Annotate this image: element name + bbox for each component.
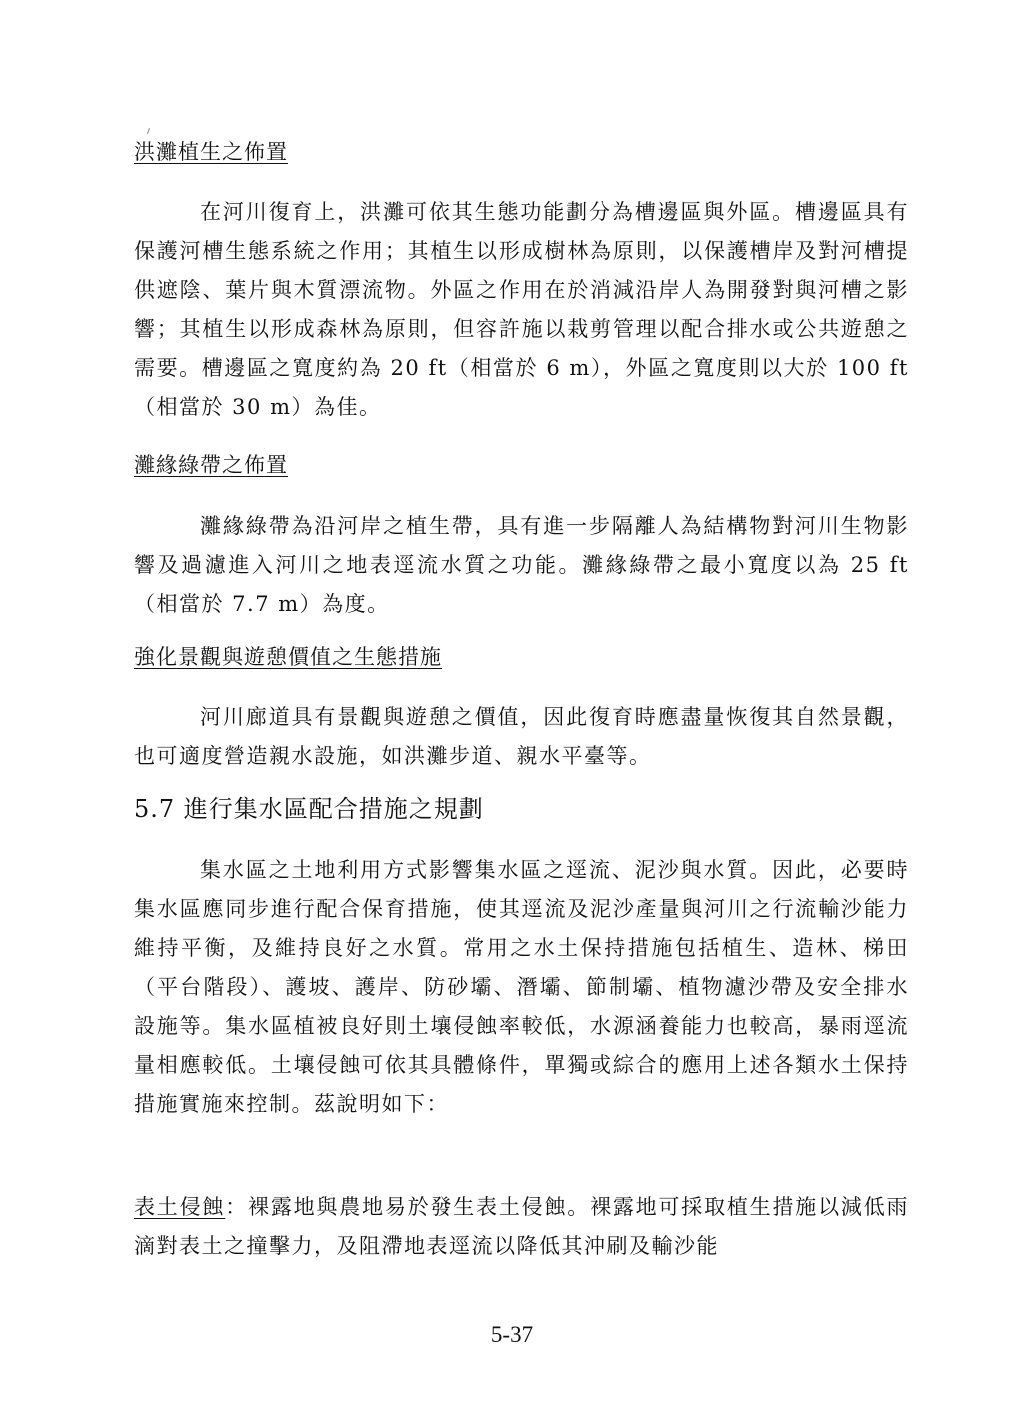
heading-text: 灘緣綠帶之佈置 bbox=[134, 453, 288, 477]
heading-floodplain-vegetation bbox=[134, 138, 909, 166]
heading-text: 洪灘植生之佈置 bbox=[134, 140, 288, 164]
heading-text: 強化景觀與遊憩價值之生態措施 bbox=[134, 645, 442, 669]
paragraph-landscape: 河川廊道具有景觀與遊憩之價值，因此復育時應盡量恢復其自然景觀，也可適度營造親水設施，如洪灘步道、親水平臺等。 bbox=[134, 705, 909, 768]
paragraph-surface-erosion bbox=[134, 1188, 909, 1266]
paragraph-riparian-buffer: 灘緣綠帶為沿河岸之植生帶，具有進一步隔離人為結構物對河川生物影響及過濾進入河川之地表逕流水質之功能。灘緣綠帶之最小寬度以為 25 ft（相當於 7.7 m）為度。 bbox=[134, 514, 909, 616]
paragraph-floodplain: 在河川復育上，洪灘可依其生態功能劃分為槽邊區與外區。槽邊區具有保護河槽生態系統之作用；其植生以形成樹林為原則，以保護槽岸及對河槽提供遮陰、葉片與木質漂流物。外區之作用在於消減沿岸人為開發對與河槽之影響；其植生以形成森林為原則，但容許施以栽剪管理以配合排水或公共遊憩之需要。槽邊區之寬度約為 20 ft（相當於 6 m），外區之寬度則以大於 100 ft（相當於 30 m）為佳。 bbox=[134, 200, 909, 419]
paragraph-watershed: 集水區之土地利用方式影響集水區之逕流、泥沙與水質。因此，必要時集水區應同步進行配合保育措施，使其逕流及泥沙產量與河川之行流輸沙能力維持平衡，及維持良好之水質。常用之水土保持措施包括植生、造林、梯田（平台階段）、護坡、護岸、防砂壩、潛壩、節制壩、植物濾沙帶及安全排水設施等。集水區植被良好則土壤侵蝕率較低，水源涵養能力也較高，暴雨逕流量相應較低。土壤侵蝕可依其具體條件，單獨或綜合的應用上述各類水土保持措施實施來控制。茲說明如下： bbox=[134, 858, 909, 1116]
surface-erosion-text: ：裸露地與農地易於發生表土侵蝕。裸露地可採取植生措施以減低雨滴對表土之撞擊力，及阻滯地表逕流以降低其沖刷及輸沙能 bbox=[134, 1195, 910, 1258]
term-surface-erosion: 表土侵蝕 bbox=[134, 1195, 226, 1219]
scan-mark bbox=[147, 128, 150, 134]
heading-riparian-buffer bbox=[134, 451, 909, 479]
section-title-5-7: 5.7 進行集水區配合措施之規劃 bbox=[134, 795, 484, 823]
heading-landscape-recreation bbox=[134, 643, 909, 671]
page-number: 5-37 bbox=[490, 1322, 534, 1347]
